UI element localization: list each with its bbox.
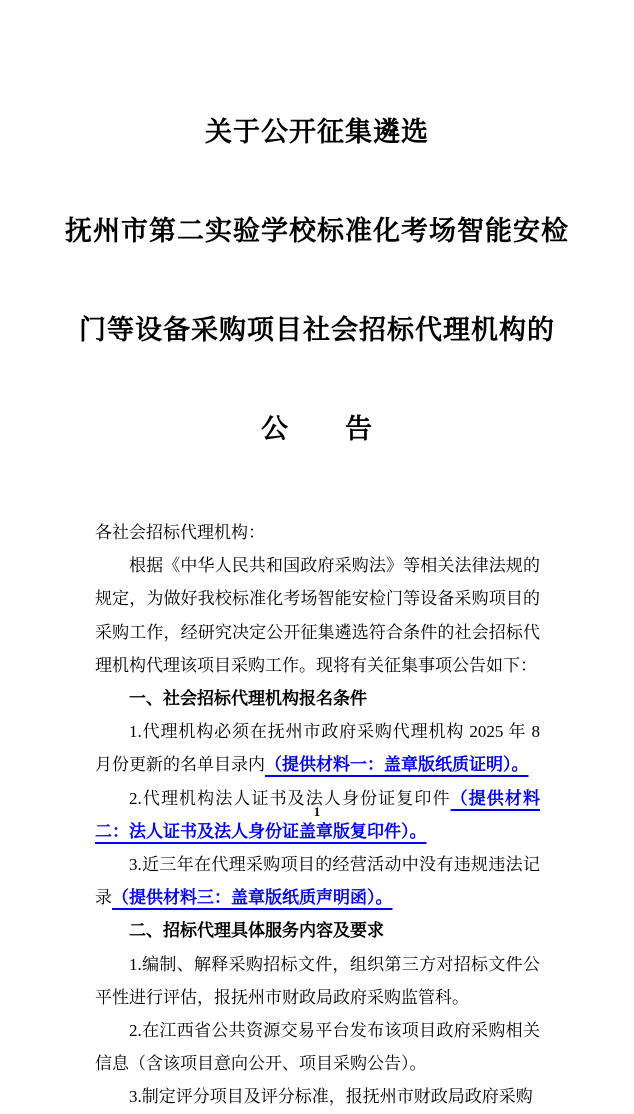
document-title xyxy=(0,50,634,512)
title-line-4: 公 告 xyxy=(261,414,373,444)
section2-item-3: 3.制定评分项目及评分标准，报抚州市财政局政府采购 xyxy=(129,1087,533,1107)
page-footer xyxy=(0,802,634,822)
section1-item-3-text: 3.近三年在代理采购项目的经营活动中没有违规违法记录 xyxy=(95,855,540,908)
material-1-link[interactable]: （提供材料一：盖章版纸质证明）。 xyxy=(265,755,529,775)
material-2-link[interactable]: （提供材料二：法人证书及法人身份证盖章版复印件）。 xyxy=(95,788,541,841)
intro-paragraph: 根据《中华人民共和国政府采购法》等相关法律法规的规定，为做好我校标准化考场智能安检门等设备采购项目的采购工作，经研究决定公开征集遴选符合条件的社会招标代理机构代理该项目采购工作。现将有关征集事项公告如下： xyxy=(95,556,540,675)
material-3-link[interactable]: （提供材料三：盖章版纸质声明函）。 xyxy=(112,888,393,908)
section1-item-1-text: 1.代理机构必须在抚州市政府采购代理机构 2025 年 8 月份更新的名单目录内 xyxy=(95,722,540,775)
title-line-3: 门等设备采购项目社会招标代理机构的 xyxy=(79,315,555,345)
section1-item-1 xyxy=(95,715,540,781)
section2-item-2: 2.在江西省公共资源交易平台发布该项目政府采购相关信息（含该项目意向公开、项目采购公告）。 xyxy=(95,1021,540,1074)
title-line-1: 关于公开征集遴选 xyxy=(205,117,429,147)
section2-item-1: 1.编制、解释采购招标文件，组织第三方对招标文件公平性进行评估，报抚州市财政局政府采购监管科。 xyxy=(95,954,540,1007)
page-number: 1 xyxy=(313,804,321,819)
section1-item-3 xyxy=(95,848,540,914)
section1-heading: 一、社会招标代理机构报名条件 xyxy=(129,689,367,709)
section1-item-2-text: 2.代理机构法人证书及法人身份证复印件 xyxy=(129,788,451,808)
section2-heading: 二、招标代理具体服务内容及要求 xyxy=(129,921,384,941)
title-line-2: 抚州市第二实验学校标准化考场智能安检 xyxy=(65,216,569,246)
salutation: 各社会招标代理机构： xyxy=(95,523,265,542)
